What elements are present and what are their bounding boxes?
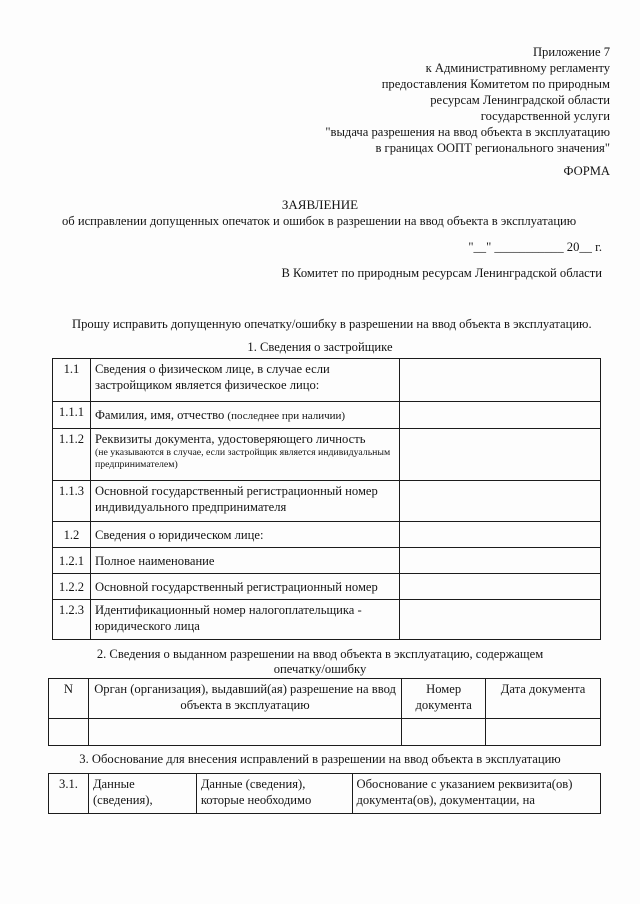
row-label <box>90 359 400 402</box>
row-text: Основной государственный регистрационный номер индивидуального предпринимателя <box>94 484 378 514</box>
row-number: 1.2.2 <box>53 574 91 600</box>
value-field[interactable] <box>400 429 601 481</box>
table-row <box>53 429 601 481</box>
row-label <box>90 548 400 574</box>
row-text: Основной государственный регистрационный номер <box>94 579 378 594</box>
row-label <box>90 402 400 429</box>
row-number: 1.2 <box>53 522 91 548</box>
row-label <box>90 522 400 548</box>
table-row <box>53 522 601 548</box>
value-field[interactable] <box>400 402 601 429</box>
header-line: государственной услуги <box>480 109 610 123</box>
value-field[interactable] <box>486 719 601 746</box>
table-row <box>53 481 601 522</box>
row-label <box>90 574 400 600</box>
value-field[interactable] <box>88 719 401 746</box>
table-row <box>53 574 601 600</box>
table-header-row <box>49 679 601 719</box>
column-header: Дата документа <box>486 679 601 719</box>
developer-info-table <box>52 358 601 640</box>
table-row <box>53 402 601 429</box>
row-label <box>90 481 400 522</box>
row-text: Идентификационный номер налогоплательщика - юридического лица <box>94 603 362 633</box>
section3-heading: 3. Обоснование для внесения исправлений в разрешении на ввод объекта в эксплуатацию <box>79 752 561 766</box>
row-note: (последнее при наличии) <box>227 409 346 422</box>
header-line: "выдача разрешения на ввод объекта в эксплуатацию <box>325 125 610 139</box>
value-field[interactable] <box>49 719 89 746</box>
value-field[interactable] <box>400 548 601 574</box>
row-number: 1.2.1 <box>53 548 91 574</box>
header-line: в границах ООПТ регионального значения" <box>375 141 610 155</box>
section2-heading <box>0 647 640 677</box>
document-title: ЗАЯВЛЕНИЕ <box>281 197 359 212</box>
table-row <box>53 548 601 574</box>
section2-heading-line: опечатку/ошибку <box>273 662 367 676</box>
column-header: Орган (организация), выдавший(ая) разрешение на ввод объекта в эксплуатацию <box>88 679 401 719</box>
value-field[interactable] <box>400 600 601 640</box>
row-label <box>90 600 400 640</box>
row-label <box>90 429 400 481</box>
row-text: Полное наименование <box>94 553 215 568</box>
table-row <box>53 600 601 640</box>
column-header: Номер документа <box>402 679 486 719</box>
value-field[interactable] <box>400 574 601 600</box>
row-text: Сведения о юридическом лице: <box>94 527 264 542</box>
header-line: Приложение 7 <box>532 45 610 59</box>
header-line: ресурсам Ленинградской области <box>430 93 610 107</box>
column-header: N <box>49 679 89 719</box>
row-text: Сведения о физическом лице, в случае если застройщиком является физическое лицо: <box>94 362 330 392</box>
value-field[interactable] <box>402 719 486 746</box>
document-subtitle: об исправлении допущенных опечаток и ошибок в разрешении на ввод объекта в эксплуатацию <box>62 214 577 228</box>
row-text: Реквизиты документа, удостоверяющего личность <box>94 432 366 446</box>
value-field[interactable] <box>400 522 601 548</box>
row-text: Фамилия, имя, отчество <box>94 407 225 422</box>
row-number: 1.1.2 <box>53 429 91 481</box>
table-row <box>49 719 601 746</box>
header-line: предоставления Комитетом по природным <box>381 77 610 91</box>
column-header: Данные (сведения), которые необходимо <box>196 774 352 814</box>
header-line: к Административному регламенту <box>425 61 610 75</box>
appendix-header <box>325 44 610 156</box>
value-field[interactable] <box>400 481 601 522</box>
request-text: Прошу исправить допущенную опечатку/ошибку в разрешении на ввод объекта в эксплуатацию. <box>72 317 592 331</box>
permit-info-table <box>48 678 601 746</box>
section2-heading-line: 2. Сведения о выданном разрешении на ввод объекта в эксплуатацию, содержащем <box>96 647 544 661</box>
justification-table <box>48 773 601 814</box>
row-number: 1.2.3 <box>53 600 91 640</box>
table-row <box>53 359 601 402</box>
table-header-row <box>49 774 601 814</box>
addressee: В Комитет по природным ресурсам Ленинградской области <box>281 266 602 280</box>
date-line: "__" ___________ 20__ г. <box>468 240 602 254</box>
row-number: 1.1 <box>53 359 91 402</box>
column-header: Данные (сведения), <box>88 774 196 814</box>
row-number: 1.1.1 <box>53 402 91 429</box>
row-note: (не указываются в случае, если застройщик является индивидуальным предпринимателем) <box>94 447 391 470</box>
section1-heading: 1. Сведения о застройщике <box>247 340 393 354</box>
value-field[interactable] <box>400 359 601 402</box>
column-header: Обоснование с указанием реквизита(ов) документа(ов), документации, на <box>352 774 600 814</box>
row-number: 3.1. <box>49 774 89 814</box>
row-number: 1.1.3 <box>53 481 91 522</box>
form-label: ФОРМА <box>563 164 610 178</box>
